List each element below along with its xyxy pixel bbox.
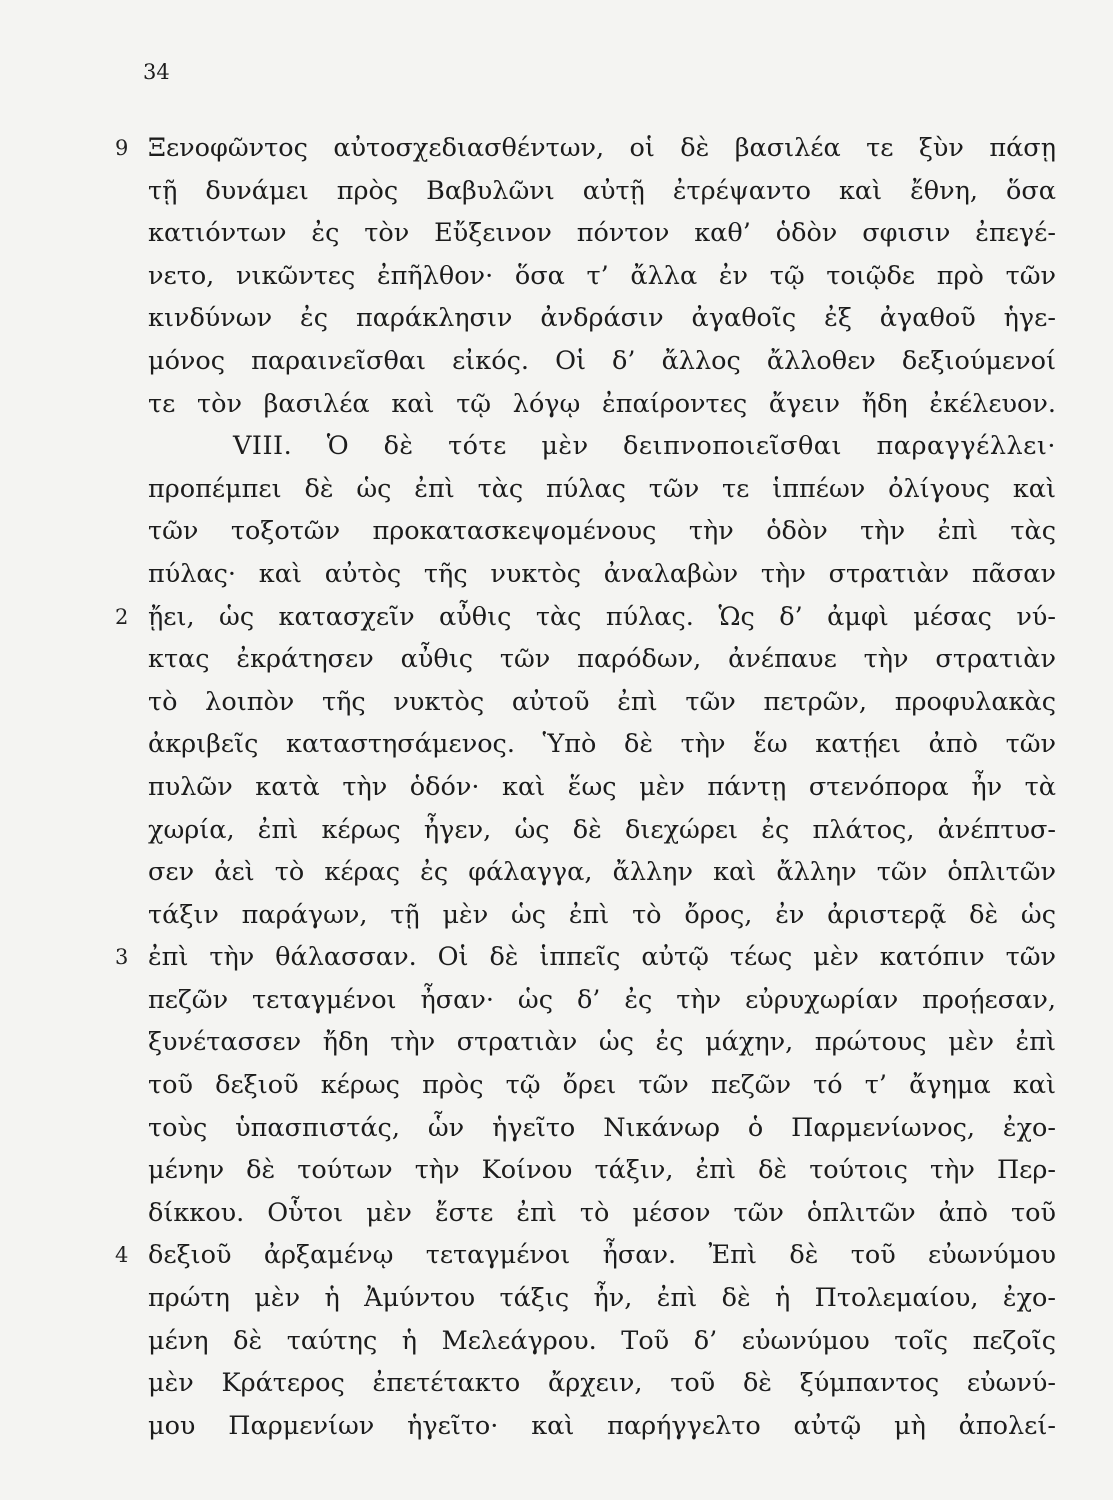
- text-line: [148, 468, 1056, 511]
- text-line: [148, 1277, 1056, 1320]
- line-text: ἐπὶ τὴν θάλασσαν. Οἱ δὲ ἱππεῖς αὐτῷ τέως μὲν κατόπιν τῶν: [148, 942, 1056, 973]
- line-text: τάξιν παράγων, τῇ μὲν ὡς ἐπὶ τὸ ὄρος, ἐν ἀριστερᾷ δὲ ὡς: [148, 899, 1056, 930]
- text-line: [148, 894, 1056, 937]
- section-number: 9: [115, 136, 129, 160]
- line-text: ἀκριβεῖς καταστησάμενος. Ὑπὸ δὲ τὴν ἕω κατῄει ἀπὸ τῶν: [148, 729, 1056, 760]
- greek-text-block: [115, 127, 1056, 1447]
- text-line: [148, 1107, 1056, 1150]
- line-text: κατιόντων ἐς τὸν Εὔξεινον πόντον καθ’ ὁδὸν σφισιν ἐπεγέ-: [148, 218, 1056, 249]
- text-line: [148, 1320, 1056, 1363]
- line-text: χωρία, ἐπὶ κέρως ἦγεν, ὡς δὲ διεχώρει ἐς πλάτος, ἀνέπτυσ-: [148, 814, 1056, 845]
- line-text: προπέμπει δὲ ὡς ἐπὶ τὰς πύλας τῶν τε ἱππέων ὀλίγους καὶ: [148, 473, 1056, 504]
- page-number: 34: [143, 60, 170, 84]
- text-line: [148, 297, 1056, 340]
- line-text: VIII. Ὁ δὲ τότε μὲν δειπνοποιεῖσθαι παραγγέλλει·: [233, 431, 1056, 462]
- line-text: σεν ἀεὶ τὸ κέρας ἐς φάλαγγα, ἄλλην καὶ ἄλλην τῶν ὁπλιτῶν: [148, 857, 1056, 888]
- line-text: μου Παρμενίων ἡγεῖτο· καὶ παρήγγελτο αὐτῷ μὴ ἀπολεί-: [148, 1410, 1056, 1441]
- text-line: [148, 1362, 1056, 1405]
- line-text: μὲν Κράτερος ἐπετέτακτο ἄρχειν, τοῦ δὲ ξύμπαντος εὐωνύ-: [148, 1368, 1056, 1399]
- line-text: ξυνέτασσεν ἤδη τὴν στρατιὰν ὡς ἐς μάχην, πρώτους μὲν ἐπὶ: [148, 1027, 1056, 1058]
- text-line: [148, 510, 1056, 553]
- text-line: [148, 1405, 1056, 1448]
- text-line: [148, 1064, 1056, 1107]
- text-line: [148, 383, 1056, 426]
- text-line: [148, 723, 1056, 766]
- text-line: [148, 809, 1056, 852]
- line-text: πρώτη μὲν ἡ Ἀμύντου τάξις ἦν, ἐπὶ δὲ ἡ Πτολεμαίου, ἐχο-: [148, 1283, 1056, 1314]
- text-line: [115, 127, 1056, 170]
- text-line: [148, 638, 1056, 681]
- text-line: [148, 212, 1056, 255]
- line-text: μένην δὲ τούτων τὴν Κοίνου τάξιν, ἐπὶ δὲ τούτοις τὴν Περ-: [148, 1155, 1056, 1186]
- line-text: δεξιοῦ ἀρξαμένῳ τεταγμένοι ἦσαν. Ἐπὶ δὲ τοῦ εὐωνύμου: [148, 1240, 1056, 1271]
- line-text: τῇ δυνάμει πρὸς Βαβυλῶνι αὐτῇ ἐτρέψαντο καὶ ἔθνη, ὅσα: [148, 175, 1056, 206]
- text-line: [148, 766, 1056, 809]
- line-text: κινδύνων ἐς παράκλησιν ἀνδράσιν ἀγαθοῖς ἐξ ἀγαθοῦ ἡγε-: [148, 303, 1056, 334]
- line-text: δίκκου. Οὗτοι μὲν ἔστε ἐπὶ τὸ μέσον τῶν ὁπλιτῶν ἀπὸ τοῦ: [148, 1197, 1056, 1228]
- text-line: [148, 979, 1056, 1022]
- line-text: τῶν τοξοτῶν προκατασκεψομένους τὴν ὁδὸν τὴν ἐπὶ τὰς: [148, 516, 1056, 547]
- text-line: [148, 681, 1056, 724]
- text-line: [115, 1234, 1056, 1277]
- text-line: [148, 851, 1056, 894]
- text-line: [148, 1192, 1056, 1235]
- text-line: [148, 553, 1056, 596]
- text-line: [148, 340, 1056, 383]
- line-text: πεζῶν τεταγμένοι ἦσαν· ὡς δ’ ἐς τὴν εὐρυχωρίαν προῄεσαν,: [148, 984, 1056, 1015]
- line-text: πυλῶν κατὰ τὴν ὁδόν· καὶ ἕως μὲν πάντῃ στενόπορα ἦν τὰ: [148, 771, 1056, 802]
- line-text: Ξενοφῶντος αὐτοσχεδιασθέντων, οἱ δὲ βασιλέα τε ξὺν πάσῃ: [148, 133, 1056, 163]
- line-text: μένη δὲ ταύτης ἡ Μελεάγρου. Τοῦ δ’ εὐωνύμου τοῖς πεζοῖς: [148, 1325, 1056, 1356]
- line-text: τε τὸν βασιλέα καὶ τῷ λόγῳ ἐπαίροντες ἄγειν ἤδη ἐκέλευον.: [148, 388, 1056, 419]
- line-text: ᾔει, ὡς κατασχεῖν αὖθις τὰς πύλας. Ὡς δ’ ἀμφὶ μέσας νύ-: [148, 601, 1056, 632]
- line-text: κτας ἐκράτησεν αὖθις τῶν παρόδων, ἀνέπαυε τὴν στρατιὰν: [148, 644, 1056, 675]
- line-text: τὸ λοιπὸν τῆς νυκτὸς αὐτοῦ ἐπὶ τῶν πετρῶν, προφυλακὰς: [148, 686, 1056, 717]
- text-line: [115, 596, 1056, 639]
- text-line: [148, 255, 1056, 298]
- line-text: τοῦ δεξιοῦ κέρως πρὸς τῷ ὄρει τῶν πεζῶν τό τ’ ἄγημα καὶ: [148, 1070, 1056, 1101]
- section-number: 4: [115, 1243, 129, 1268]
- chapter-heading-line: [148, 425, 1056, 468]
- text-line: [148, 170, 1056, 213]
- line-text: μόνος παραινεῖσθαι εἰκός. Οἱ δ’ ἄλλος ἄλλοθεν δεξιούμενοί: [148, 345, 1056, 376]
- text-line: [115, 936, 1056, 979]
- text-line: [148, 1149, 1056, 1192]
- section-number: 2: [115, 604, 129, 629]
- line-text: νετο, νικῶντες ἐπῆλθον· ὅσα τ’ ἄλλα ἐν τῷ τοιῷδε πρὸ τῶν: [148, 260, 1056, 291]
- section-number: 3: [115, 945, 129, 970]
- text-line: [148, 1021, 1056, 1064]
- line-text: τοὺς ὑπασπιστάς, ὧν ἡγεῖτο Νικάνωρ ὁ Παρμενίωνος, ἐχο-: [148, 1112, 1056, 1143]
- line-text: πύλας· καὶ αὐτὸς τῆς νυκτὸς ἀναλαβὼν τὴν στρατιὰν πᾶσαν: [148, 558, 1056, 589]
